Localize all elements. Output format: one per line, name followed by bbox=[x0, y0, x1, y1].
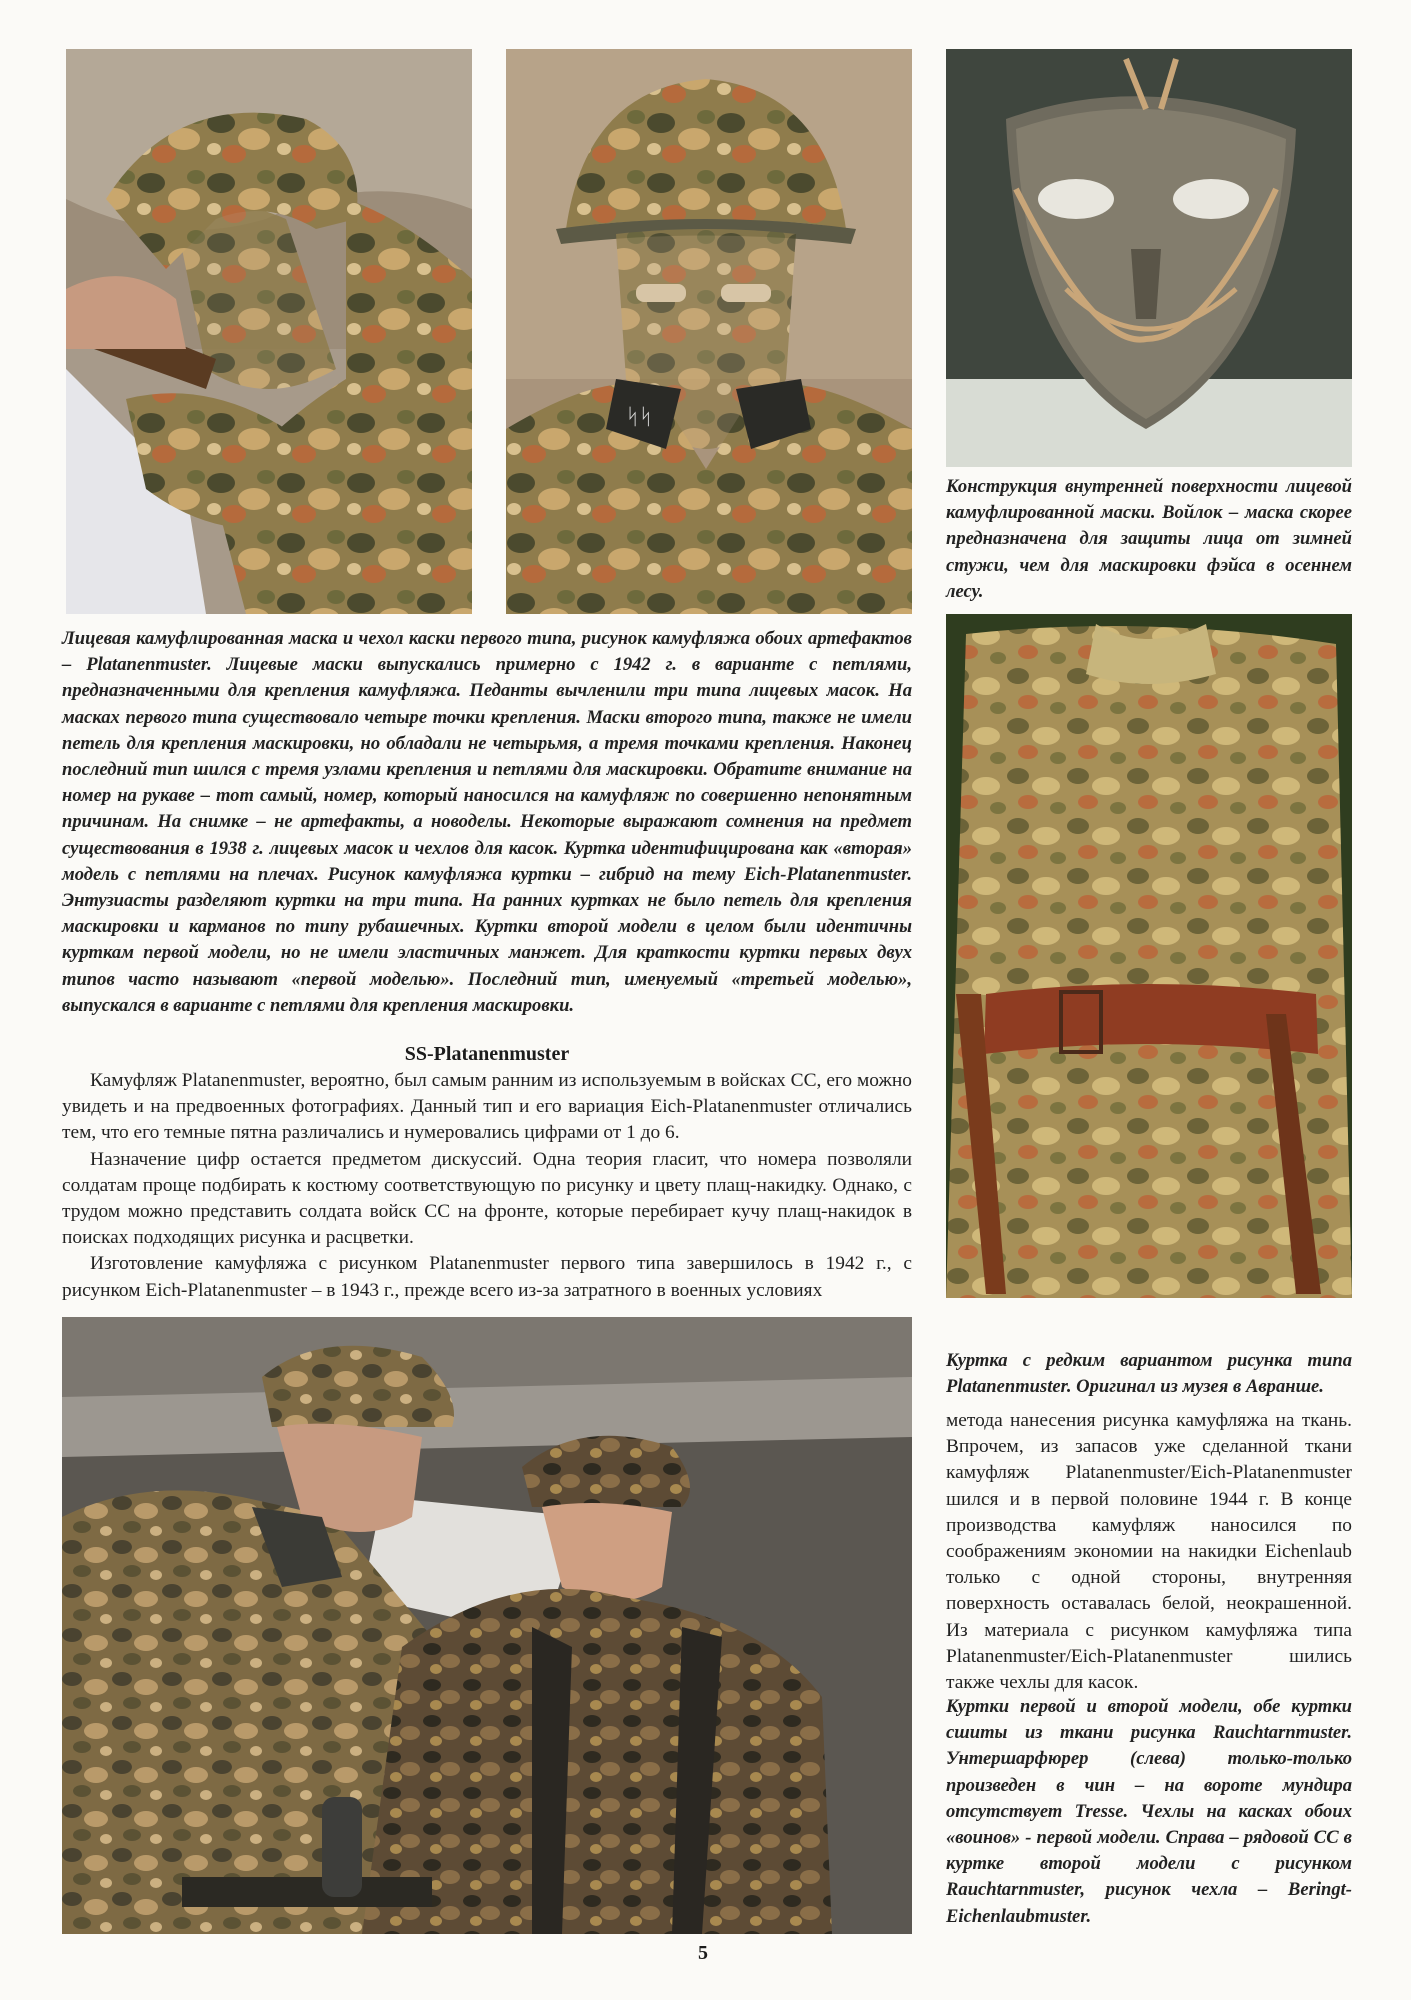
caption-two-soldiers bbox=[946, 1694, 1352, 1930]
caption-mask-inside-text: Конструкция внутренней поверхности лицевой камуфлированной маски. Войлок – маска скорее предназначена для защиты лица от зимней стужи, чем для маскировки фэйса в осеннем лесу. bbox=[946, 476, 1352, 602]
svg-text:ᛋᛋ: ᛋᛋ bbox=[626, 405, 653, 430]
caption-two-soldiers-text: Куртки первой и второй модели, обе куртки сшиты из ткани рисунка Rauchtarnmuster. Унтершарфюрер (слева) только-только произведен в чин – на вороте мундира отсутствует Tresse. Чехлы на касках обоих «воинов» - первой модели. Справа – рядовой СС в куртке второй модели с рисунком Rauchtarnmuster, рисунок чехла – Beringt-Eichenlaubmuster. bbox=[946, 1696, 1352, 1927]
photo-two-soldiers bbox=[62, 1317, 912, 1934]
photo-icon bbox=[62, 1317, 912, 1934]
article-continuation-text: метода нанесения рисунка камуфляжа на ткань. Впрочем, из запасов уже сделанной ткани камуфляж Platanenmuster/Eich-Platanenmuster шился и в первой половине 1944 г. В конце производства камуфляж наносился по соображениям экономии на накидки Eichenlaub только с одной стороны, внутренняя поверхность оставалась белой, неокрашенной. Из материала с рисунком камуфляжа типа Platanenmuster/Eich-Platanenmuster шились также чехлы для касок. bbox=[946, 1410, 1352, 1694]
caption-main bbox=[62, 626, 912, 1019]
article-continuation bbox=[946, 1408, 1352, 1696]
photo-soldier-face-mask bbox=[506, 49, 912, 614]
photo-mask-inner-surface bbox=[946, 49, 1352, 467]
article-paragraph: Изготовление камуфляжа с рисунком Platanenmuster первого типа завершилось в 1942 г., с рисунком Eich-Platanenmuster – в 1943 г., прежде всего из-за затратного в военных условиях bbox=[62, 1253, 912, 1301]
photo-icon bbox=[506, 49, 912, 614]
photo-camouflage-jacket-museum bbox=[946, 614, 1352, 1298]
article-paragraph: Назначение цифр остается предметом дискуссий. Одна теория гласит, что номера позволяли солдатам проще подбирать к костюму соответствующую по рисунку и цвету плащ-накидку. Однако, с трудом можно представить солдата войск СС на фронте, которые перебирает кучу плащ-накидок в поисках подходящих рисунка и расцветки. bbox=[62, 1148, 912, 1249]
photo-soldier-aiming-rifle bbox=[66, 49, 472, 614]
caption-mask-inside bbox=[946, 474, 1352, 605]
photo-icon bbox=[946, 49, 1352, 467]
article-heading: SS-Platanenmuster bbox=[404, 1043, 570, 1065]
article-paragraph: Камуфляж Platanenmuster, вероятно, был самым ранним из используемым в войсках СС, его можно увидеть и на предвоенных фотографиях. Данный тип и его вариация Eich-Platanenmuster отличались тем, что его темные пятна различались и нумеровались цифрами от 1 до 6. bbox=[62, 1070, 912, 1144]
caption-main-text: Лицевая камуфлированная маска и чехол каски первого типа, рисунок камуфляжа обоих артефактов – Platanenmuster. Лицевые маски выпускались примерно с 1942 г. в варианте с петлями, предназначенными для крепления камуфляжа. Педанты вычленили три типа лицевых масок. На масках первого типа существовало четыре точки крепления. Маски второго типа, также не имели петель для крепления маскировки, но обладали не четырьмя, а тремя точками крепления. Наконец последний тип шился с тремя узлами крепления и петлями для маскировки. Обратите внимание на номер на рукаве – тот самый, номер, который наносился на камуфляж по совершенно непонятным причинам. На снимке – не артефакты, а новоделы. Некоторые выражают сомнения на предмет существования в 1938 г. лицевых масок и чехлов для касок. Куртка идентифицирована как «вторая» модель с петлями на плечах. Рисунок камуфляжа куртки – гибрид на тему Eich-Platanenmuster. Энтузиасты разделяют куртки на три типа. На ранних куртках не было петель для крепления маскировки и карманов по типу рубашечных. Куртки второй модели в целом были идентичны курткам первой модели, но не имели эластичных манжет. Для краткости куртки первых двух типов часто называют «первой моделью». Последний тип, именуемый «третьей моделью», выпускался в варианте с петлями для крепления маскировки. bbox=[62, 628, 912, 1016]
article-body bbox=[62, 1068, 912, 1304]
photo-icon bbox=[66, 49, 472, 614]
photo-icon bbox=[946, 614, 1352, 1298]
page-number: 5 bbox=[698, 1942, 708, 1964]
caption-jacket-text: Куртка с редким вариантом рисунка типа Platanenmuster. Оригинал из музея в Авранше. bbox=[946, 1350, 1352, 1398]
caption-jacket bbox=[946, 1348, 1352, 1400]
